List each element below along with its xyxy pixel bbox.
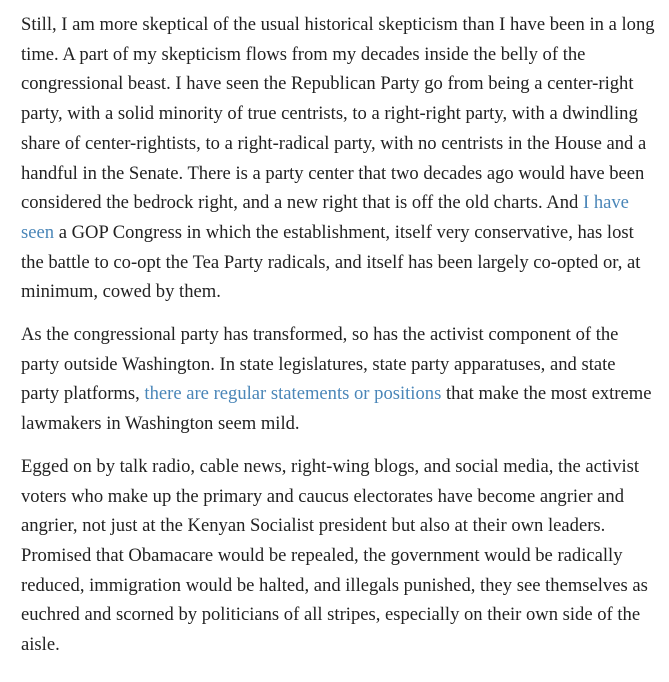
paragraph-3 bbox=[21, 452, 655, 660]
paragraph-2 bbox=[21, 320, 655, 439]
paragraph-3-text: Egged on by talk radio, cable news, right-wing blogs, and social media, the activist voters who make up the primary and caucus electorates have become angrier and angrier, not just at the Kenyan Socialist president but also at their own leaders. Promised that Obamacare would be repealed, the government would be radically reduced, immigration would be halted, and illegals punished, they see themselves as euchred and scorned by politicians of all stripes, especially on their own side of the aisle. bbox=[21, 455, 648, 656]
paragraph-2-text-before-link: As the congressional party has transformed, so has the activist component of the party outside Washington. In state legislatures, state party apparatuses, and state party platforms, bbox=[21, 324, 619, 405]
paragraph-1-text-after-link: a GOP Congress in which the establishment, itself very conservative, has lost the battle to co-opt the Tea Party radicals, and itself has been largely co-opted or, at minimum, cowed by them. bbox=[21, 221, 641, 303]
paragraph-1 bbox=[21, 10, 655, 307]
i-have-seen-link[interactable]: I have seen bbox=[21, 192, 629, 243]
regular-statements-link[interactable]: there are regular statements or positions bbox=[144, 383, 442, 405]
paragraph-2-text-after-link: that make the most extreme lawmakers in Washington seem mild. bbox=[21, 383, 652, 435]
paragraph-1-text-before-link: Still, I am more skeptical of the usual historical skepticism than I have been in a long time. A part of my skepticism flows from my decades inside the belly of the congressional beast. I have seen the Republican Party go from being a center-right party, with a solid minority of true centrists, to a right-right party, with a dwindling share of center-rightists, to a right-radical party, with no centrists in the House and a handful in the Senate. There is a party center that two decades ago would have been considered the bedrock right, and a new right that is off the old charts. And bbox=[21, 14, 655, 214]
